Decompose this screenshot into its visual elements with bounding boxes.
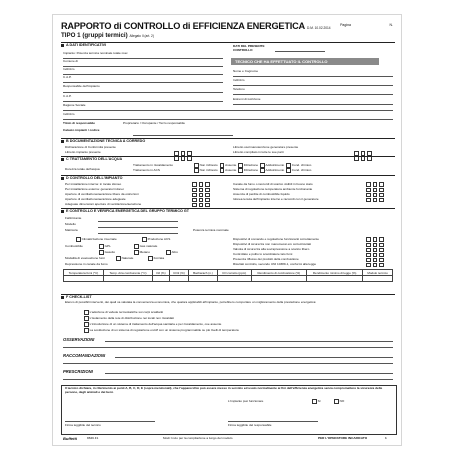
divider-e xyxy=(61,208,395,209)
depressione-label: Depressione in canale da fumo xyxy=(65,262,108,266)
checklist-item-4[interactable]: La sostituzione di un sistema di regolazione on/off con un sistema programmabile su più livelli di temperatura xyxy=(83,328,239,333)
responsabile-label: Responsabile dell'impianto xyxy=(63,84,100,88)
comune-label: Comune di xyxy=(63,59,78,63)
cap2-label: C.A.P. xyxy=(63,94,72,98)
impianto-check-8: Assenza di perdite di combustibile liquido xyxy=(233,192,290,196)
raccomandazioni-label: RACCOMANDAZIONI xyxy=(63,353,106,358)
matricola-field[interactable] xyxy=(98,233,178,234)
responsabile-field[interactable] xyxy=(63,92,223,93)
tecnico-iscrizione-label: Estremi di iscrizione xyxy=(233,97,261,101)
tratt-risc-label: Trattamento in riscaldamento xyxy=(133,163,173,167)
osservazioni-field-2[interactable] xyxy=(63,347,393,348)
tecnico-phone-field[interactable] xyxy=(233,94,393,95)
page-number: 1 xyxy=(385,436,387,440)
gt-check-3: Valvola di sicurezza alla sovrapressione a scarico libero xyxy=(233,247,310,251)
catasto-label: Catasto impianti / codice xyxy=(63,128,100,132)
table-header: Temperatura fumi (°C) xyxy=(64,270,104,276)
tecnico-phone-label: Telefono xyxy=(233,87,245,91)
forzata-option[interactable]: Forzata xyxy=(147,256,164,261)
altro-option[interactable]: Altro xyxy=(165,250,178,255)
firma-responsabile-label: Firma leggibile del responsabile xyxy=(228,423,272,427)
tecnico-name-label: Nome e Cognome xyxy=(233,69,259,73)
firma-tecnico-field[interactable] xyxy=(65,421,155,422)
section-a-title: A DATI IDENTIFICATIVI xyxy=(61,43,106,47)
table-header: Temp. Aria comburente (°C) xyxy=(104,270,153,276)
osservazioni-field[interactable] xyxy=(105,341,393,342)
prescrizioni-field-2[interactable] xyxy=(63,379,393,380)
water-options[interactable]: Non richiesto Assente Filtrazione Addolcimento Cond. chimico xyxy=(193,163,311,168)
impianto-check-4: Aperture di ventilazione/aerazione adeguate xyxy=(65,197,126,201)
titolo-options[interactable]: Proprietario / Occupante / Terzo responsabile xyxy=(123,121,186,125)
form-subtitle: TIPO 1 (gruppi termici) Allegato II (art. 2) xyxy=(61,32,154,39)
divider-a xyxy=(61,42,395,43)
modello-field[interactable] xyxy=(98,227,178,228)
impianto-funziona-label: L'impianto può funzionare xyxy=(228,399,264,403)
divider-f xyxy=(61,294,395,295)
prescrizioni-field[interactable] xyxy=(105,373,393,374)
dati-controllo-label: DATI DEL PRESENTE CONTROLLO xyxy=(233,44,265,52)
fabbricante-label: Fabbricante xyxy=(65,216,82,220)
metano-option[interactable]: Metano xyxy=(133,250,150,255)
gpl-option[interactable]: GPL xyxy=(98,244,111,249)
form-title: RAPPORTO di CONTROLLO di EFFICIENZA ENERGETICA D.M. 10.02.2014 xyxy=(61,21,331,31)
table-header: O2 (%) xyxy=(152,270,169,276)
tratt-acs-label: Trattamento in ACS xyxy=(133,168,160,172)
checklist-item-1[interactable]: L'adozione di valvole termostatiche sui corpi scaldanti xyxy=(83,310,163,315)
brand-logo: Buffetti xyxy=(63,436,77,441)
cap-field[interactable] xyxy=(63,82,223,83)
raccomandazioni-field[interactable] xyxy=(115,357,393,358)
date-field[interactable] xyxy=(275,51,325,52)
naturale-option[interactable]: Naturale xyxy=(115,256,133,261)
acs-option[interactable]: Produzione ACS xyxy=(141,237,170,242)
divider-c xyxy=(61,156,395,157)
table-header: Rendimento minimo di legge (%) xyxy=(306,270,362,276)
raccomandazioni-field-2[interactable] xyxy=(63,363,393,364)
tecnico-address-field[interactable] xyxy=(233,85,393,86)
form-page xyxy=(52,14,402,446)
table-row[interactable] xyxy=(64,276,393,282)
impianto-check-3: Aperture di ventilazione/aerazione libere da ostruzioni xyxy=(65,192,139,196)
indirizzo2-label: Indirizzo xyxy=(63,112,75,116)
catasto-field[interactable] xyxy=(133,135,233,136)
osservazioni-label: OSSERVAZIONI xyxy=(63,337,95,342)
indirizzo-label: Indirizzo xyxy=(63,67,75,71)
durezza-label: Durezza totale dell'acqua xyxy=(65,167,100,171)
checklist-item-3[interactable]: L'introduzione di un sistema di trattamento dell'acqua sanitaria e per riscaldamento, ove assente xyxy=(83,322,221,327)
evacuazione-label: Modalità di evacuazione fumi xyxy=(65,256,105,260)
fabbricante-field[interactable] xyxy=(98,221,178,222)
indirizzo2-field[interactable] xyxy=(63,119,393,120)
impianto-check-5: Adeguate dimensioni aperture di ventilazione/aerazione xyxy=(65,202,142,206)
titolo-responsabile-label: Titolo di responsabile xyxy=(63,121,95,125)
doc-checkboxes-right-2[interactable] xyxy=(353,150,373,168)
table-header: CO2 (%) xyxy=(169,270,188,276)
clima-inv-option[interactable]: Climatizzazione invernale xyxy=(75,237,117,242)
impianto-checkboxes-left[interactable] xyxy=(191,182,211,207)
prescrizioni-label: PRESCRIZIONI xyxy=(63,369,93,374)
gas-naturale-option[interactable]: Gas naturale xyxy=(133,244,157,249)
gt-check-1: Dispositivi di comando e regolazione funzionanti correttamente xyxy=(233,237,319,241)
combustibile-label: Combustibile xyxy=(65,244,83,248)
table-header: CO corretto (ppm) xyxy=(217,270,251,276)
impianto-check-6: Canale da fumo o raccordi di scarico visibili in buono stato xyxy=(233,182,313,186)
potenza-label: Potenza termica nominale xyxy=(193,228,229,232)
indirizzo-field[interactable] xyxy=(63,74,223,75)
declaration-text: Il tecnico dichiara, in riferimento ai punti A, B, C, D, E (sopra menzionati), che l'apparecchio può essere messo in servizio ed usato normalmente ai fini dell'efficienza energetica senza compromettere la sicurezza delle persone, degli animali e dei beni. xyxy=(65,386,383,394)
gt-check-6: Risultati controllo, secondo UNI 10389-1, conformi alla legge xyxy=(233,262,317,266)
firma-tecnico-label: Firma leggibile del tecnico xyxy=(65,423,101,427)
comune-field[interactable] xyxy=(63,66,223,67)
section-f-title: F CHECK-LIST xyxy=(61,295,92,299)
table-header: Rendimento di combustione (%) xyxy=(251,270,306,276)
gt-check-4: Controllato e pulito lo scambiatore lato fumi xyxy=(233,252,293,256)
impianto-check-9: Idonea tenuta dell'impianto interno e raccordi con il generatore xyxy=(233,197,319,201)
divider-b xyxy=(61,138,395,139)
section-e-title: E CONTROLLO E VERIFICA ENERGETICA DEL GRUPPO TERMICO GT xyxy=(61,209,189,213)
section-b-title: B DOCUMENTAZIONE TECNICA A CORREDO xyxy=(61,139,145,143)
si-option[interactable]: SI xyxy=(311,399,321,404)
gt-checkboxes[interactable] xyxy=(365,237,385,267)
impianto-checkboxes-right[interactable] xyxy=(365,182,385,202)
ragione-sociale-field[interactable] xyxy=(63,110,393,111)
impianto-check-7: Sistema di regolazione temperatura ambiente funzionante xyxy=(233,187,313,191)
section-c-title: C TRATTAMENTO DELL'ACQUA xyxy=(61,157,122,161)
impianto-check-2: Per installazione esterna: generatori idonei xyxy=(65,187,124,191)
cap-label: C.A.P. xyxy=(63,75,72,79)
doc-item-1: Dichiarazione di Conformità presente xyxy=(65,145,116,149)
tecnico-iscrizione-field[interactable] xyxy=(233,104,393,105)
tecnico-name-field[interactable] xyxy=(233,76,393,77)
tecnico-banner: TECNICO CHE HA EFFETTUATO IL CONTROLLO xyxy=(231,58,379,65)
per-operatore-label: PER L'OPERATORE INCARICATO xyxy=(318,436,368,440)
firma-responsabile-field[interactable] xyxy=(228,421,318,422)
gt-check-2: Dispositivi di sicurezza non manomessi e/o cortocircuitati xyxy=(233,242,312,246)
impianto-check-1: Per installazione interna: in locale idoneo xyxy=(65,182,122,186)
table-header: Modulo termico xyxy=(363,270,393,276)
modello-label: Modello xyxy=(65,222,76,226)
divider-d xyxy=(61,175,395,176)
ragione-sociale-label: Ragione Sociale xyxy=(63,103,86,107)
form-code: 8849.F1 xyxy=(87,436,99,440)
section-d-title: D CONTROLLO DELL'IMPIANTO xyxy=(61,176,123,180)
doc-item-2: Libretto impianto presente xyxy=(65,150,101,154)
cap2-field[interactable] xyxy=(63,101,223,102)
impianto-label: Impianto: Potenza termica nominale totale max xyxy=(63,51,128,55)
bottom-note: Modi: Invio per la compilazione a lungo del modulo xyxy=(163,436,233,440)
doc-checkboxes-left-2[interactable] xyxy=(173,150,193,168)
number-label: N. xyxy=(389,23,393,27)
combustion-table xyxy=(63,269,393,282)
gasolio-option[interactable]: Gasolio xyxy=(98,250,115,255)
no-option[interactable]: NO xyxy=(333,399,344,404)
table-header: Bacharach (n.) xyxy=(189,270,218,276)
tecnico-address-label: Indirizzo xyxy=(233,78,245,82)
matricola-label: Matricola xyxy=(65,228,78,232)
impianto-field[interactable] xyxy=(63,58,223,59)
gt-check-5: Presenza riflusso dei prodotti della combustione xyxy=(233,257,299,261)
doc-item-3: Libretto uso/manutenzione generatore presente xyxy=(233,145,299,149)
checklist-intro: Elenco di possibili interventi, dei quali va valutata la convenienza economica, che qualora applicabili all'impianto, potrebbero comportare un miglioramento della prestazione energetica: xyxy=(65,300,317,304)
doc-item-4: Libretto compilato in tutte le sue parti xyxy=(233,150,284,154)
page-label: Pagina xyxy=(340,23,351,27)
water-options-acs[interactable]: Non richiesto Assente Filtrazione Addolcimento Cond. chimico xyxy=(193,168,311,173)
checklist-item-2[interactable]: L'isolamento della rete di distribuzione nei locali non riscaldati xyxy=(83,316,174,321)
